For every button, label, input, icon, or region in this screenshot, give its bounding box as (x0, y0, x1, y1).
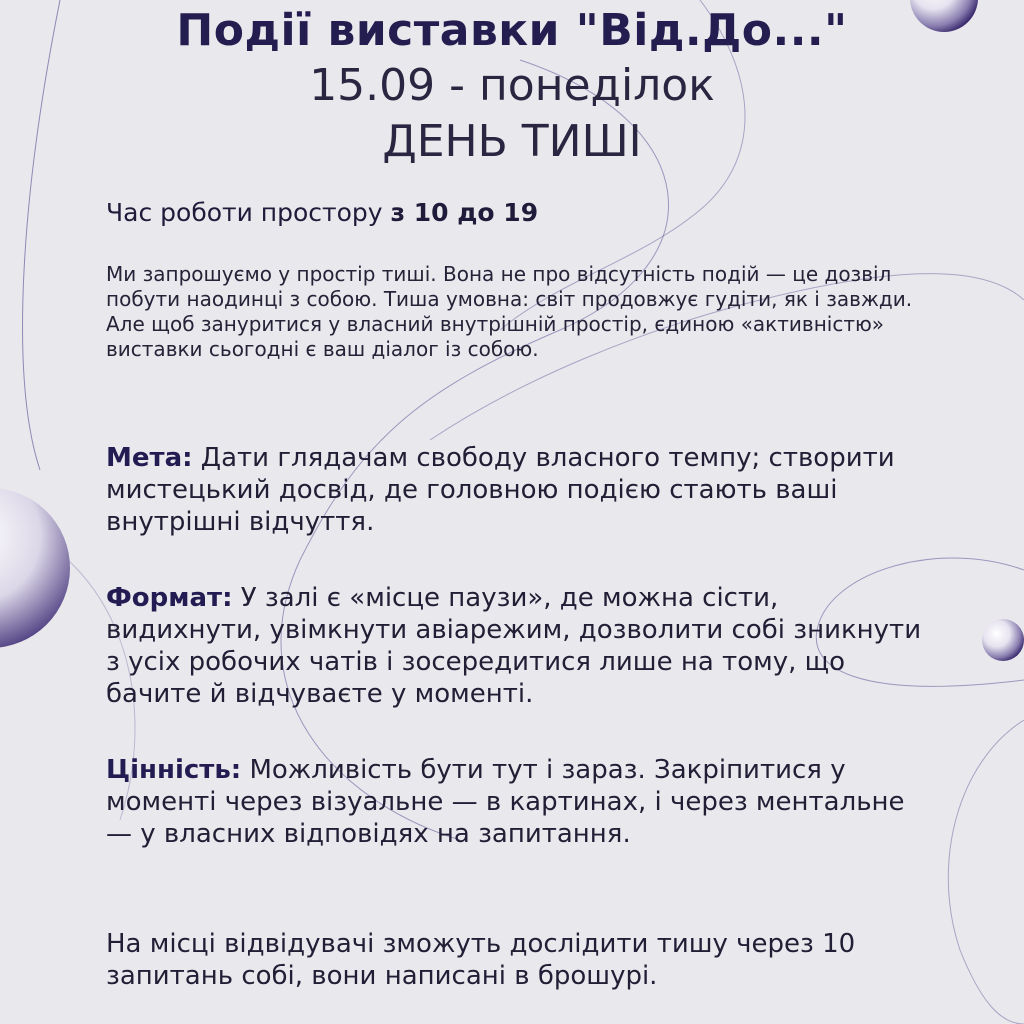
decorative-curve (948, 720, 1024, 1024)
opening-hours-time: з 10 до 19 (390, 198, 539, 227)
section-value-text: Можливість бути тут і зараз. Закріпитися у моменті через візуальне — в картинах, і через ментальне — у власних відповідях на запитання. (106, 755, 905, 849)
section-format (106, 582, 936, 710)
section-goal-label: Мета: (106, 443, 193, 473)
opening-hours (106, 198, 538, 227)
page-title: Події виставки "Від.До..." (176, 5, 848, 56)
intro-paragraph: Ми запрошуємо у простір тиші. Вона не про відсутність подій — це дозвіл побути наодинці з собою. Тиша умовна: світ продовжує гудіти, як і завжди. Але щоб зануритися у власний внутрішній простір, єдиною «активністю» виставки сьогодні є ваш діалог із собою. (106, 262, 913, 361)
event-day-name: ДЕНЬ ТИШІ (382, 116, 642, 167)
decorative-sphere-left (0, 488, 70, 648)
section-value-label: Цінність: (106, 755, 242, 785)
closing-paragraph: На місці відвідувачі зможуть дослідити тишу через 10 запитань собі, вони написані в брошурі. (106, 929, 856, 991)
section-value (106, 754, 936, 850)
section-format-label: Формат: (106, 583, 233, 613)
event-date: 15.09 - понеділок (309, 60, 715, 111)
section-format-text: У залі є «місце паузи», де можна сісти, видихнути, увімкнути авіарежим, дозволити собі зникнути з усіх робочих чатів і зосередитися лише на тому, що бачите й відчуваєте у моменті. (106, 583, 922, 709)
section-goal-text: Дати глядачам свободу власного темпу; створити мистецький досвід, де головною подією стають ваші внутрішні відчуття. (106, 443, 895, 537)
header (0, 4, 1024, 170)
decorative-sphere-right (982, 619, 1024, 661)
section-goal (106, 442, 936, 538)
opening-hours-label: Час роботи простору (106, 198, 391, 227)
